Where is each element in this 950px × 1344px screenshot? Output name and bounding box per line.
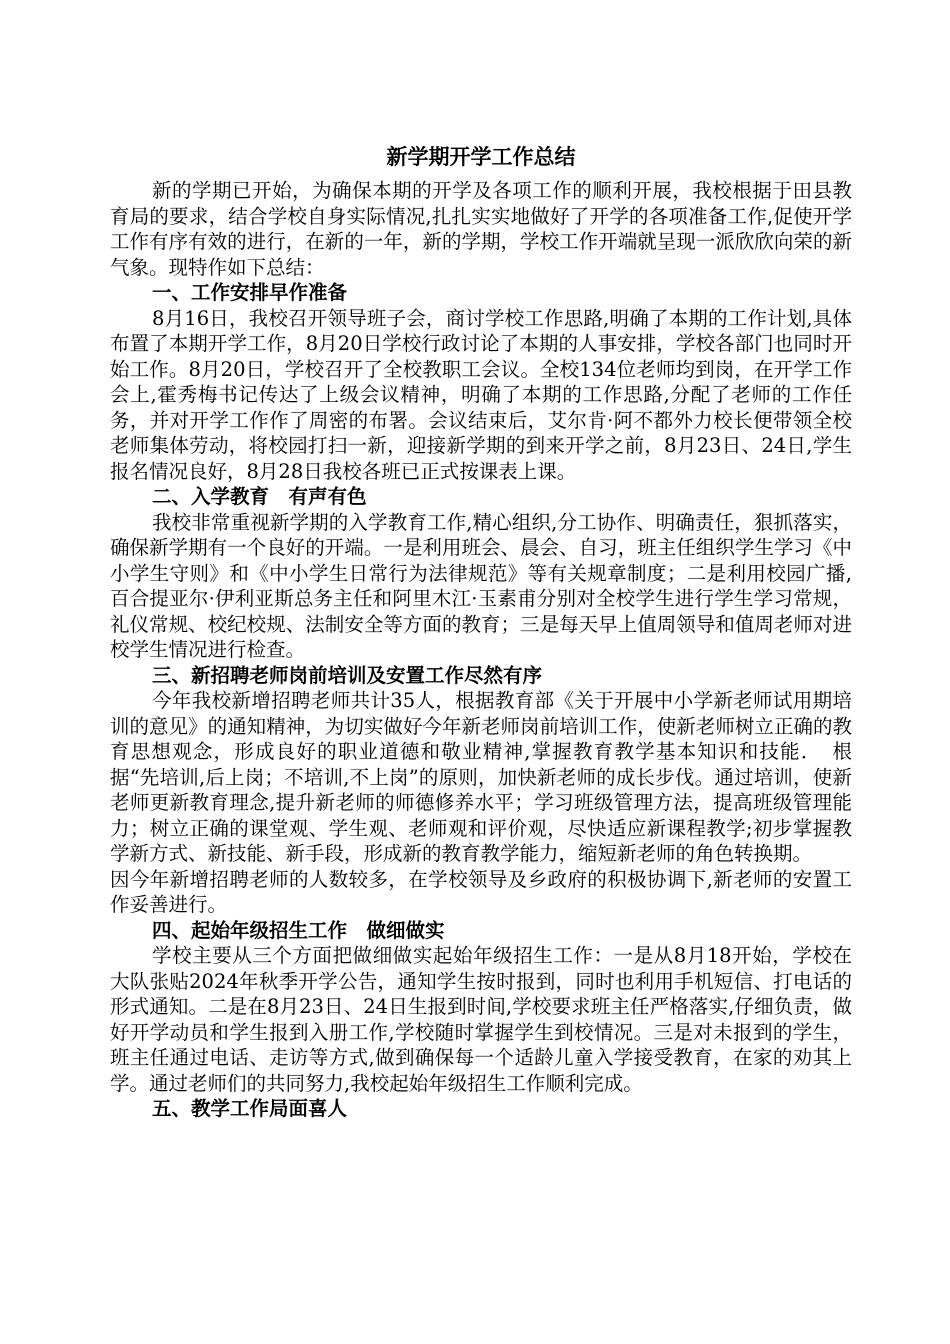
section-heading: 二、入学教育 有声有色 <box>152 485 367 508</box>
section-heading: 三、新招聘老师岗前培训及安置工作尽然有序 <box>152 663 543 687</box>
section-3 <box>110 663 852 918</box>
section-2 <box>110 484 852 663</box>
document-page <box>110 140 852 1122</box>
document-title: 新学期开学工作总结 <box>386 145 576 169</box>
section-paragraph: 学校主要从三个方面把做细做实起始年级招生工作：一是从8月18开始，学校在大队张贴2024年秋季开学公告，通知学生按时报到，同时也利用手机短信、打电话的形式通知。二是在8月23日、24日生报到时间,学校要求班主任严格落实,仔细负责，做好开学动员和学生报到入册工作,学校随时掌握学生到校情况。三是对未报到的学生，班主任通过电话、走访等方式,做到确保每一个适龄儿童入学接受教育，在家的劝其上学。通过老师们的共同努力,我校起始年级招生工作顺利完成。 <box>110 944 852 1095</box>
section-heading: 四、起始年级招生工作 做细做实 <box>152 918 445 942</box>
section-paragraph: 因今年新增招聘老师的人数较多，在学校领导及乡政府的积极协调下,新老师的安置工作妥善进行。 <box>110 867 852 916</box>
section-paragraph: 今年我校新增招聘老师共计35人，根据教育部《关于开展中小学新老师试用期培训的意见》的通知精神，为切实做好今年新老师岗前培训工作，使新老师树立正确的教育思想观念，形成良好的职业道德和敬业精神,掌握教育教学基本知识和技能． 根据“先培训,后上岗；不培训,不上岗”的原则，加快新老师的成长步伐。通过培训，使新老师更新教育理念,提升新老师的师德修养水平；学习班级管理方法，提高班级管理能力；树立正确的课堂观、学生观、老师观和评价观，尽快适应新课程教学;初步掌握教学新方式、新技能、新手段，形成新的教育教学能力，缩短新老师的角色转换期。 <box>110 689 852 865</box>
section-heading: 一、工作安排早作准备 <box>152 281 348 304</box>
section-5 <box>110 1096 852 1122</box>
section-paragraph: 8月16日，我校召开领导班子会，商讨学校工作思路,明确了本期的工作计划,具体布置了本期开学工作，8月20日学校行政讨论了本期的人事安排，学校各部门也同时开始工作。8月20日，学校召开了全校教职工会议。全校134位老师均到岗，在开学工作会上,霍秀梅书记传达了上级会议精神，明确了本期的工作思路,分配了老师的工作任务，并对开学工作作了周密的布署。会议结束后，艾尔肯·阿不都外力校长便带领全校老师集体劳动，将校园打扫一新，迎接新学期的到来开学之前，8月23日、24日,学生报名情况良好，8月28日我校各班已正式按课表上课。 <box>110 306 852 483</box>
section-1 <box>110 280 852 484</box>
section-4 <box>110 918 852 1097</box>
intro-paragraph: 新的学期已开始，为确保本期的开学及各项工作的顺利开展，我校根据于田县教育局的要求，结合学校自身实际情况,扎扎实实地做好了开学的各项准备工作,促使开学工作有序有效的进行，在新的一年，新的学期，学校工作开端就呈现一派欣欣向荣的新气象。现特作如下总结： <box>110 179 852 279</box>
section-paragraph: 我校非常重视新学期的入学教育工作,精心组织,分工协作、明确责任，狠抓落实，确保新学期有一个良好的开端。一是利用班会、晨会、自习，班主任组织学生学习《中小学生守则》和《中小学生日常行为法律规范》等有关规章制度；二是利用校园广播,百合提亚尔·伊利亚斯总务主任和阿里木江·玉素甫分别对全校学生进行学生学习常规，礼仪常规、校纪校规、法制安全等方面的教育；三是每天早上值周领导和值周老师对进校学生情况进行检查。 <box>110 510 852 661</box>
section-heading: 五、教学工作局面喜人 <box>152 1097 348 1120</box>
